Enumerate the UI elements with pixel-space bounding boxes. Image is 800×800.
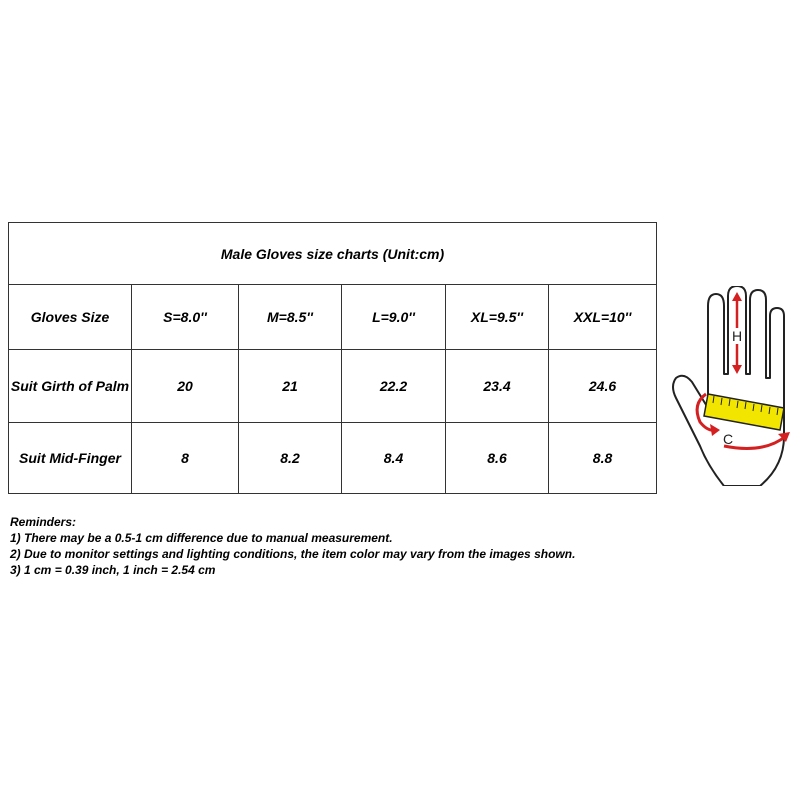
reminders-heading: Reminders:: [10, 515, 77, 529]
row-label: Suit Girth of Palm: [9, 350, 132, 423]
table-cell: 8.4: [342, 423, 446, 494]
header-cell: Gloves Size: [9, 285, 132, 350]
table-cell: 8.6: [446, 423, 549, 494]
table-cell: 23.4: [446, 350, 549, 423]
table-cell: 20: [132, 350, 239, 423]
hand-outline: [673, 286, 784, 486]
table-header-row: [9, 285, 657, 350]
reminder-item: 1) There may be a 0.5-1 cm difference due to manual measurement.: [10, 531, 393, 545]
height-label: H: [731, 328, 743, 344]
header-cell: XXL=10'': [549, 285, 657, 350]
table-cell: 24.6: [549, 350, 657, 423]
row-label: Suit Mid-Finger: [9, 423, 132, 494]
table-cell: 8.8: [549, 423, 657, 494]
table-cell: 8.2: [239, 423, 342, 494]
reminder-item: 3) 1 cm = 0.39 inch, 1 inch = 2.54 cm: [10, 563, 216, 577]
table-cell: 8: [132, 423, 239, 494]
reminder-item: 2) Due to monitor settings and lighting conditions, the item color may vary from the images shown.: [10, 547, 576, 561]
table-title-row: [9, 223, 657, 285]
header-cell: M=8.5'': [239, 285, 342, 350]
table-row: [9, 423, 657, 494]
circumference-label: C: [722, 431, 734, 447]
hand-measurement-diagram: [664, 286, 800, 486]
reminders-block: [10, 514, 575, 578]
table-title: Male Gloves size charts (Unit:cm): [9, 223, 657, 285]
header-cell: L=9.0'': [342, 285, 446, 350]
header-cell: XL=9.5'': [446, 285, 549, 350]
size-chart-table: [8, 222, 657, 494]
table-cell: 21: [239, 350, 342, 423]
header-cell: S=8.0'': [132, 285, 239, 350]
table-cell: 22.2: [342, 350, 446, 423]
table-row: [9, 350, 657, 423]
